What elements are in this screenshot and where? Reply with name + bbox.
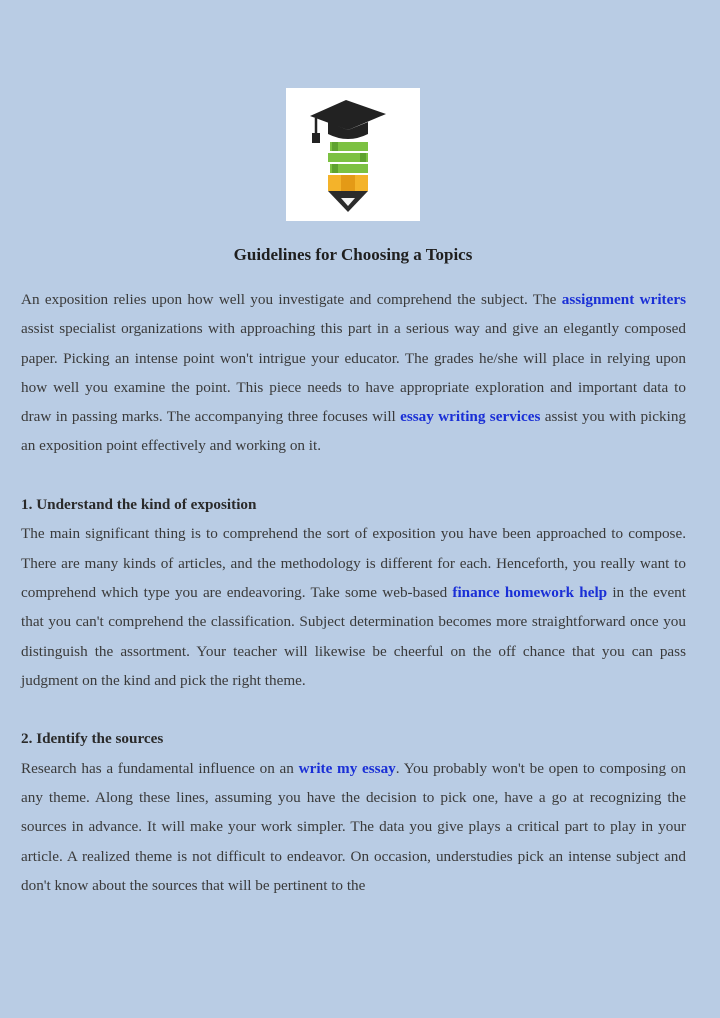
intro-paragraph: An exposition relies upon how well you investigate and comprehend the subject. The assignment writers assist specialist organizations with approaching this part in a serious way and give an elegantly composed paper. Picking an intense point won't intrigue your educator. The grades he/she will place in relying upon how well you examine the point. This piece needs to have appropriate exploration and important data to draw in passing marks. The accompanying three focuses will essay writing services assist you with picking an exposition point effectively and working on it. (21, 291, 687, 455)
finance-homework-help-link[interactable]: finance homework help (452, 583, 608, 601)
section-1-paragraph: The main significant thing is to comprehend the sort of exposition you have been approached to compose. There are many kinds of articles, and the methodology is different for each. Henceforth, you really want to comprehend which type you are endeavoring. Take some web-based finance homework help in the event that you can't comprehend the classification. Subject determination becomes more straightforward once you distinguish the assortment. Your teacher will likewise be cheerful on the off chance that you can pass judgment on the kind and pick the right theme. (21, 525, 686, 689)
section-1-heading: 1. Understand the kind of exposition (21, 496, 257, 514)
page-title: Guidelines for Choosing a Topics (233, 245, 473, 264)
section-2-paragraph: Research has a fundamental influence on an write my essay. You probably won't be open to composing on any theme. Along these lines, assuming you have the decision to pick one, have a go at recognizing the sources in advance. It will make your work simpler. The data you give plays a critical part to play in your article. A realized theme is not difficult to endeavor. On occasion, understudies pick an intense subject and don't know about the sources that will be pertinent to the (21, 759, 686, 894)
graduation-cap-pencil-icon (286, 88, 420, 221)
section-2-heading: 2. Identify the sources (21, 730, 164, 748)
logo (286, 88, 420, 221)
essay-writing-services-link[interactable]: essay writing services (400, 408, 541, 426)
assignment-writers-link[interactable]: assignment writers (561, 291, 686, 308)
article-body (21, 285, 686, 900)
spacer (21, 461, 686, 490)
spacer (21, 695, 686, 724)
write-my-essay-link[interactable]: write my essay (298, 759, 396, 777)
